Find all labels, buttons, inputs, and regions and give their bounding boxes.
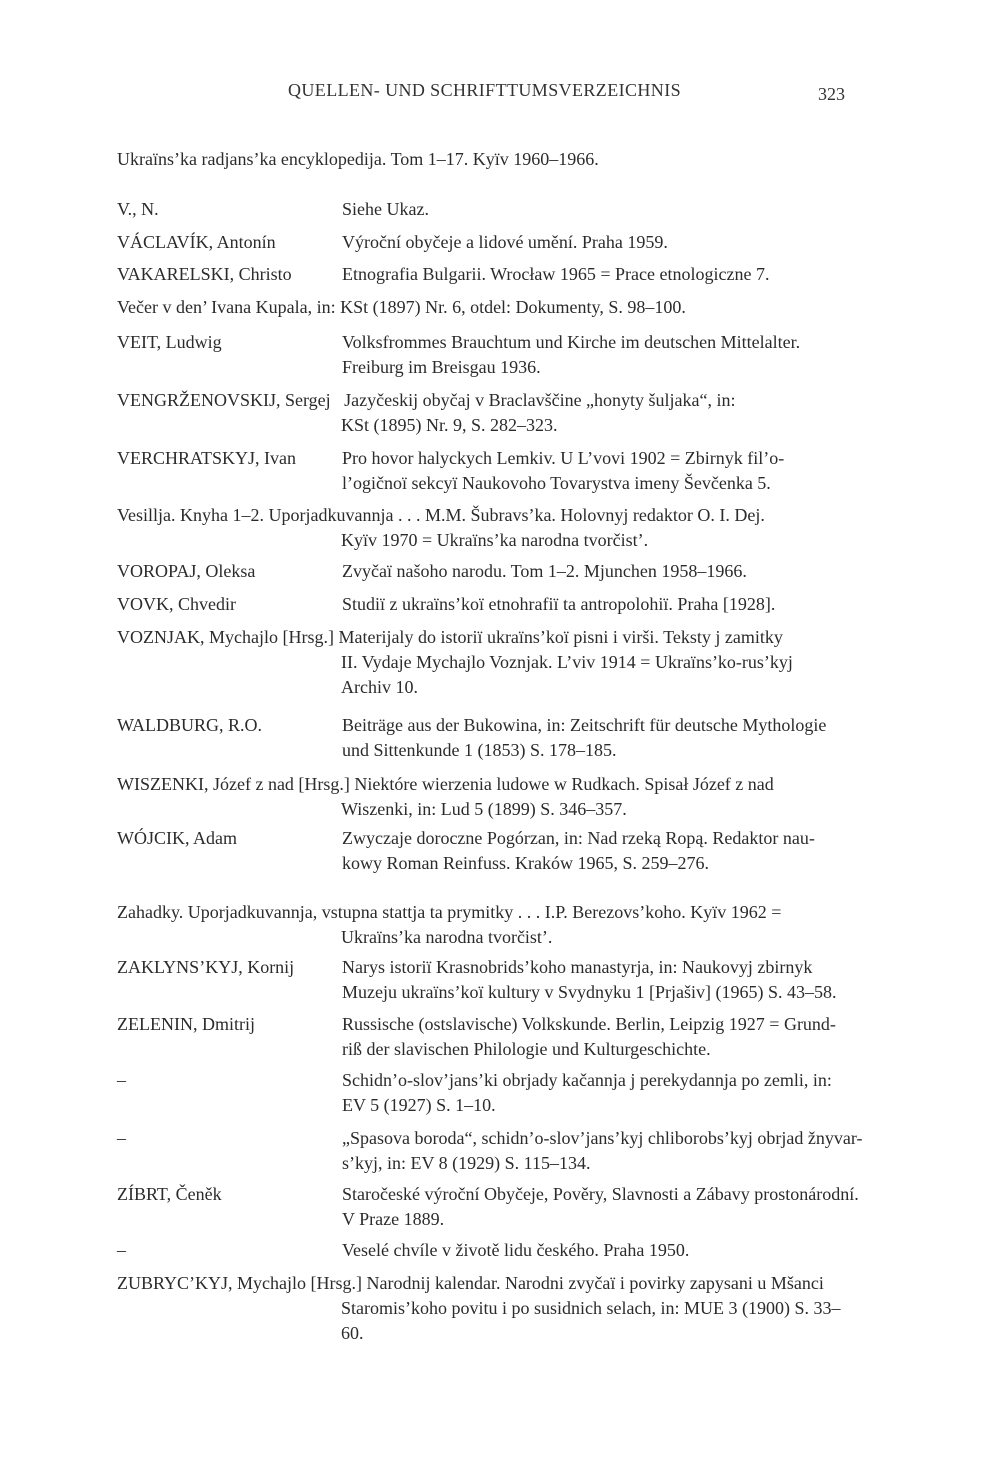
bibliography-entry <box>117 388 907 438</box>
entry-author: VEIT, Ludwig <box>117 332 222 352</box>
entry-author: ZAKLYNS’KYJ, Kornij <box>117 957 295 977</box>
bibliography-entry <box>117 713 907 763</box>
entry-author: ZELENIN, Dmitrij <box>117 1014 255 1034</box>
entry-text: Volksfrommes Brauchtum und Kirche im deutschen Mittelalter. <box>342 332 801 352</box>
bibliography-entry <box>117 1068 907 1118</box>
entry-author: – <box>117 1240 126 1260</box>
entry-author: ZÍBRT, Čeněk <box>117 1184 222 1204</box>
entry-text: Archiv 10. <box>341 677 418 697</box>
entry-author: – <box>117 1070 126 1090</box>
entry-text: Pro hovor halyckych Lemkiv. U L’vovi 1902 = Zbirnyk fil’o- <box>342 448 785 468</box>
entry-text: Výroční obyčeje a lidové umění. Praha 1959. <box>342 232 668 252</box>
entry-text: VENGRŽENOVSKIJ, Sergej Jazyčeskij obyčaj v Braclavščine „honyty šuljaka“, in: <box>117 390 736 410</box>
entry-text: Ukraïns’ka narodna tvorčist’. <box>341 927 553 947</box>
entry-text: 60. <box>341 1323 364 1343</box>
entry-text: ZUBRYC’KYJ, Mychajlo [Hrsg.] Narodnij kalendar. Narodni zvyčaï i povirky zapysani u Mšanci <box>117 1273 824 1293</box>
entry-author: V., N. <box>117 199 159 219</box>
bibliography-entry <box>117 1012 907 1062</box>
bibliography-entry <box>117 147 907 172</box>
entry-author: VOVK, Chvedir <box>117 594 236 614</box>
entry-text: Ukraïns’ka radjans’ka encyklopedija. Tom 1–17. Kyïv 1960–1966. <box>117 149 599 169</box>
entry-author: WALDBURG, R.O. <box>117 715 263 735</box>
entry-text: Vesillja. Knyha 1–2. Uporjadkuvannja . . . M.M. Šubravs’ka. Holovnyj redaktor O. I. Dej. <box>117 505 765 525</box>
entry-text: VOZNJAK, Mychajlo [Hrsg.] Materijaly do istoriï ukraïns’koï pisni i virši. Teksty j zamitky <box>117 627 783 647</box>
entry-text: Beiträge aus der Bukowina, in: Zeitschrift für deutsche Mythologie <box>342 715 827 735</box>
bibliography-entry <box>117 1126 907 1176</box>
bibliography-entry <box>117 1238 907 1263</box>
entry-text: EV 5 (1927) S. 1–10. <box>342 1095 496 1115</box>
entry-text: Studiï z ukraïns’koï etnohrafiï ta antropolohiï. Praha [1928]. <box>342 594 776 614</box>
bibliography-entry <box>117 625 907 700</box>
entry-text: s’kyj, in: EV 8 (1929) S. 115–134. <box>342 1153 591 1173</box>
entry-text: Freiburg im Breisgau 1936. <box>342 357 541 377</box>
bibliography-entry <box>117 592 907 617</box>
bibliography-entry <box>117 446 907 496</box>
entry-text: Zahadky. Uporjadkuvannja, vstupna stattja ta prymitky . . . I.P. Berezovs’koho. Kyïv 1962 = <box>117 902 782 922</box>
page-number: 323 <box>818 84 845 104</box>
entry-text: Staročeské výroční Obyčeje, Pověry, Slavnosti a Zábavy prostonárodní. <box>342 1184 859 1204</box>
entry-text: Kyïv 1970 = Ukraïns’ka narodna tvorčist’. <box>341 530 649 550</box>
bibliography-entry <box>117 262 907 287</box>
entry-author: VOROPAJ, Oleksa <box>117 561 256 581</box>
entry-author: VÁCLAVÍK, Antonín <box>117 232 276 252</box>
bibliography-entry <box>117 503 907 553</box>
entry-text: l’ogičnoï sekcyï Naukovoho Tovarystva imeny Ševčenka 5. <box>342 473 771 493</box>
bibliography-entry <box>117 772 907 822</box>
entry-author: VERCHRATSKYJ, Ivan <box>117 448 297 468</box>
entry-text: Schidn’o-slov’jans’ki obrjady kačannja j perekydannja po zemli, in: <box>342 1070 832 1090</box>
entry-author: VAKARELSKI, Christo <box>117 264 292 284</box>
entry-text: Muzeju ukraïns’koï kultury v Svydnyku 1 [Prjašiv] (1965) S. 43–58. <box>342 982 837 1002</box>
entry-text: kowy Roman Reinfuss. Kraków 1965, S. 259–276. <box>342 853 709 873</box>
entry-text: Narys istoriï Krasnobrids’koho manastyrja, in: Naukovyj zbirnyk <box>342 957 813 977</box>
entry-text: riß der slavischen Philologie und Kulturgeschichte. <box>342 1039 711 1059</box>
entry-text: und Sittenkunde 1 (1853) S. 178–185. <box>342 740 617 760</box>
entry-text: Etnografia Bulgarii. Wrocław 1965 = Prace etnologiczne 7. <box>342 264 770 284</box>
bibliography-entry <box>117 295 907 320</box>
entry-text: Zwyczaje doroczne Pogórzan, in: Nad rzeką Ropą. Redaktor nau- <box>342 828 815 848</box>
entry-text: II. Vydaje Mychajlo Voznjak. L’viv 1914 = Ukraïns’ko-rus’kyj <box>341 652 793 672</box>
entry-text: Wiszenki, in: Lud 5 (1899) S. 346–357. <box>341 799 627 819</box>
entry-text: WISZENKI, Józef z nad [Hrsg.] Niektóre wierzenia ludowe w Rudkach. Spisał Józef z nad <box>117 774 774 794</box>
entry-text: Siehe Ukaz. <box>342 199 429 219</box>
bibliography-entry <box>117 826 907 876</box>
page-header <box>0 78 1000 106</box>
entry-author: WÓJCIK, Adam <box>117 828 237 848</box>
entry-text: „Spasova boroda“, schidn’o-slov’jans’kyj chliborobs’kyj obrjad žnyvar- <box>342 1128 863 1148</box>
bibliography-entry <box>117 559 907 584</box>
bibliography-entry <box>117 955 907 1005</box>
bibliography-entry <box>117 230 907 255</box>
entry-text: Večer v den’ Ivana Kupala, in: KSt (1897) Nr. 6, otdel: Dokumenty, S. 98–100. <box>117 297 686 317</box>
entry-text: KSt (1895) Nr. 9, S. 282–323. <box>341 415 558 435</box>
running-title: QUELLEN- UND SCHRIFTTUMSVERZEICHNIS <box>288 80 681 100</box>
bibliography-entry <box>117 330 907 380</box>
entry-text: Veselé chvíle v životě lidu českého. Praha 1950. <box>342 1240 690 1260</box>
bibliography-entry <box>117 1271 907 1346</box>
bibliography-entry <box>117 1182 907 1232</box>
entry-text: Staromis’koho povitu i po susidnich selach, in: MUE 3 (1900) S. 33– <box>341 1298 841 1318</box>
entry-author: – <box>117 1128 126 1148</box>
bibliography-entry <box>117 900 907 950</box>
entry-text: Russische (ostslavische) Volkskunde. Berlin, Leipzig 1927 = Grund- <box>342 1014 836 1034</box>
entry-text: V Praze 1889. <box>342 1209 445 1229</box>
bibliography-entry <box>117 197 907 222</box>
entry-text: Zvyčaï našoho narodu. Tom 1–2. Mjunchen 1958–1966. <box>342 561 747 581</box>
